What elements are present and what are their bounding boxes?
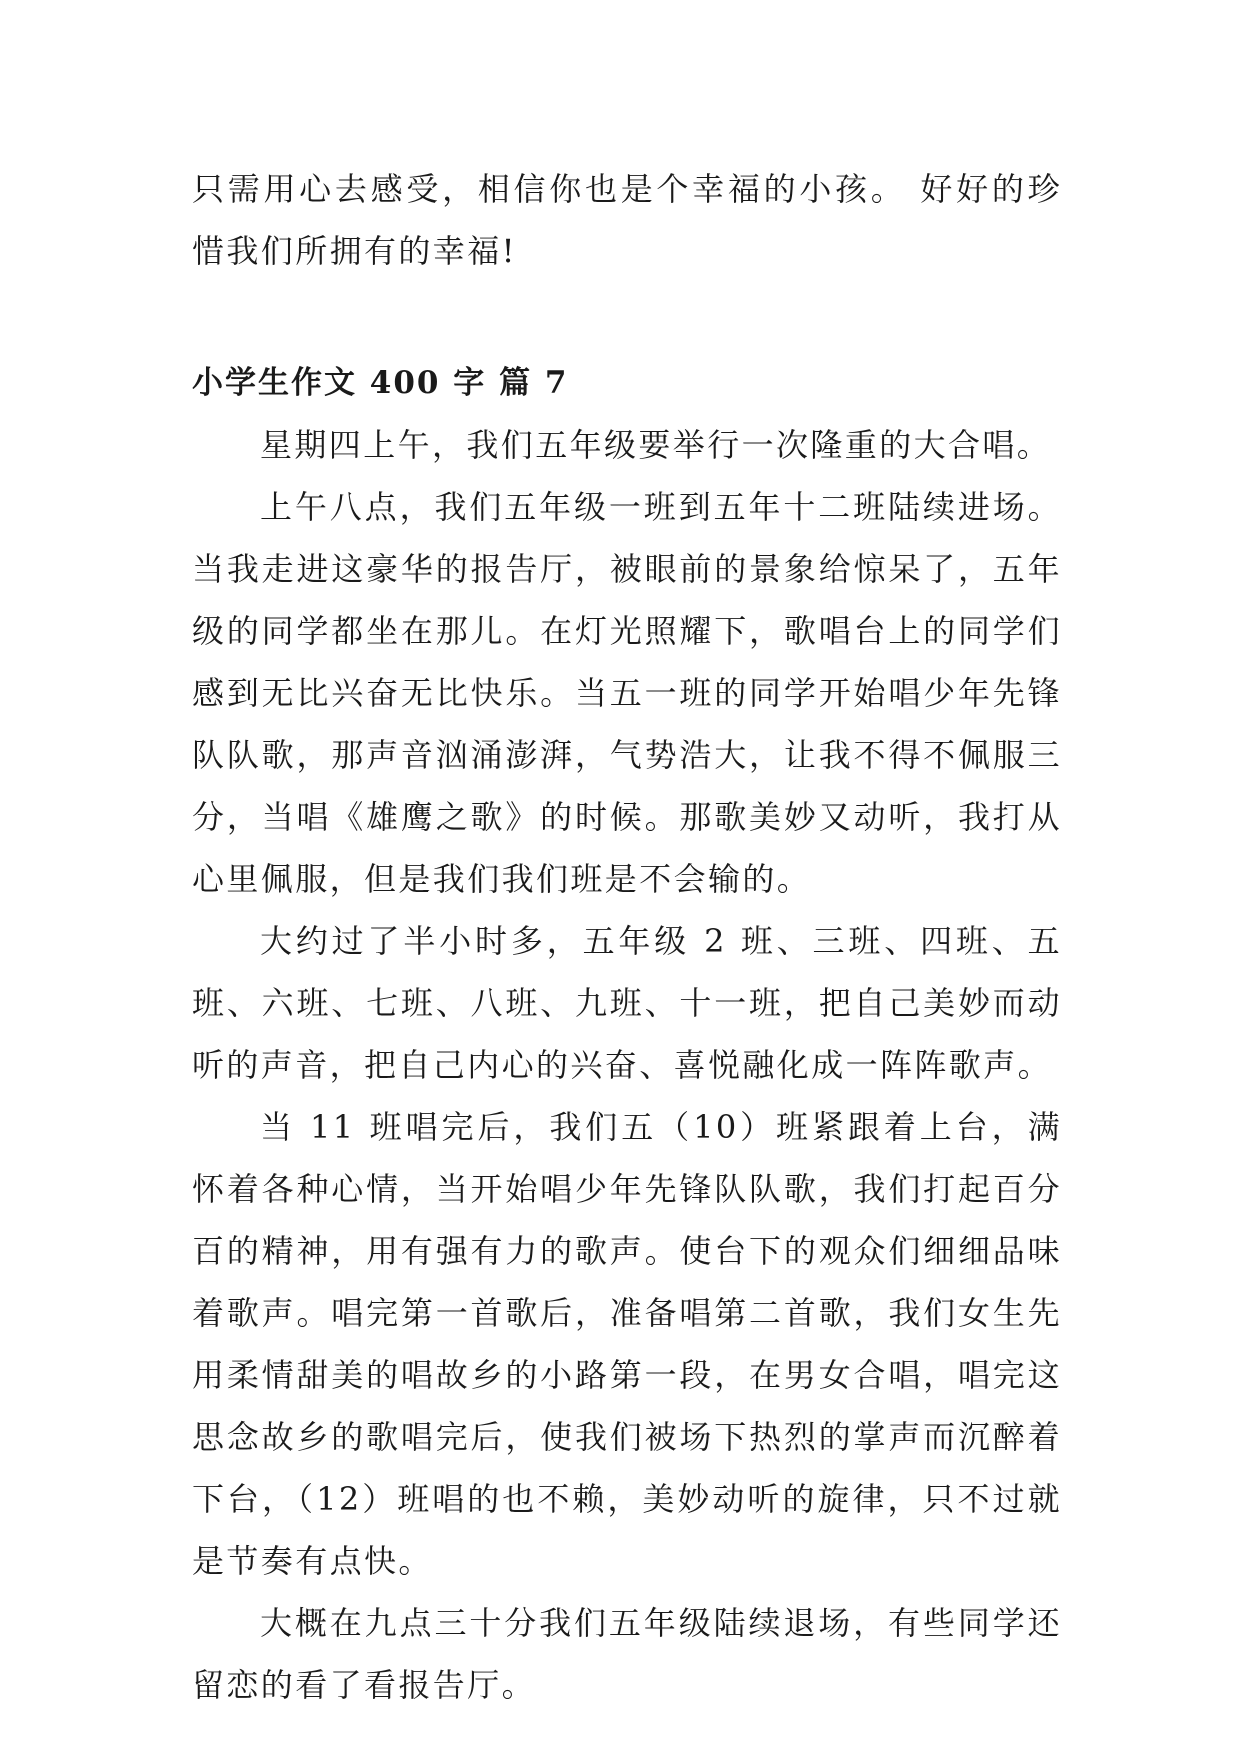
document-body (192, 158, 1062, 1716)
paragraph-1: 星期四上午，我们五年级要举行一次隆重的大合唱。 (260, 426, 1052, 464)
section-title: 小学生作文 400 字 篇 7 (192, 365, 569, 401)
continuation-paragraph: 只需用心去感受，相信你也是个幸福的小孩。 好好的珍惜我们所拥有的幸福! (192, 170, 1062, 270)
paragraph-2: 上午八点，我们五年级一班到五年十二班陆续进场。当我走进这豪华的报告厅，被眼前的景象给惊呆了，五年级的同学都坐在那儿。在灯光照耀下，歌唱台上的同学们感到无比兴奋无比快乐。当五一班的同学开始唱少年先锋队队歌，那声音汹涌澎湃，气势浩大，让我不得不佩服三分，当唱《雄鹰之歌》的时候。那歌美妙又动听，我打从心里佩服，但是我们我们班是不会输的。 (192, 488, 1062, 898)
paragraph-4: 当 11 班唱完后，我们五（10）班紧跟着上台，满怀着各种心情，当开始唱少年先锋队队歌，我们打起百分百的精神，用有强有力的歌声。使台下的观众们细细品味着歌声。唱完第一首歌后，准备唱第二首歌，我们女生先用柔情甜美的唱故乡的小路第一段，在男女合唱，唱完这思念故乡的歌唱完后，使我们被场下热烈的掌声而沉醉着下台，（12）班唱的也不赖，美妙动听的旋律，只不过就是节奏有点快。 (192, 1108, 1062, 1580)
paragraph-5: 大概在九点三十分我们五年级陆续退场，有些同学还留恋的看了看报告厅。 (192, 1604, 1062, 1704)
paragraph-3: 大约过了半小时多，五年级 2 班、三班、四班、五班、六班、七班、八班、九班、十一班，把自己美妙而动听的声音，把自己内心的兴奋、喜悦融化成一阵阵歌声。 (192, 922, 1062, 1084)
